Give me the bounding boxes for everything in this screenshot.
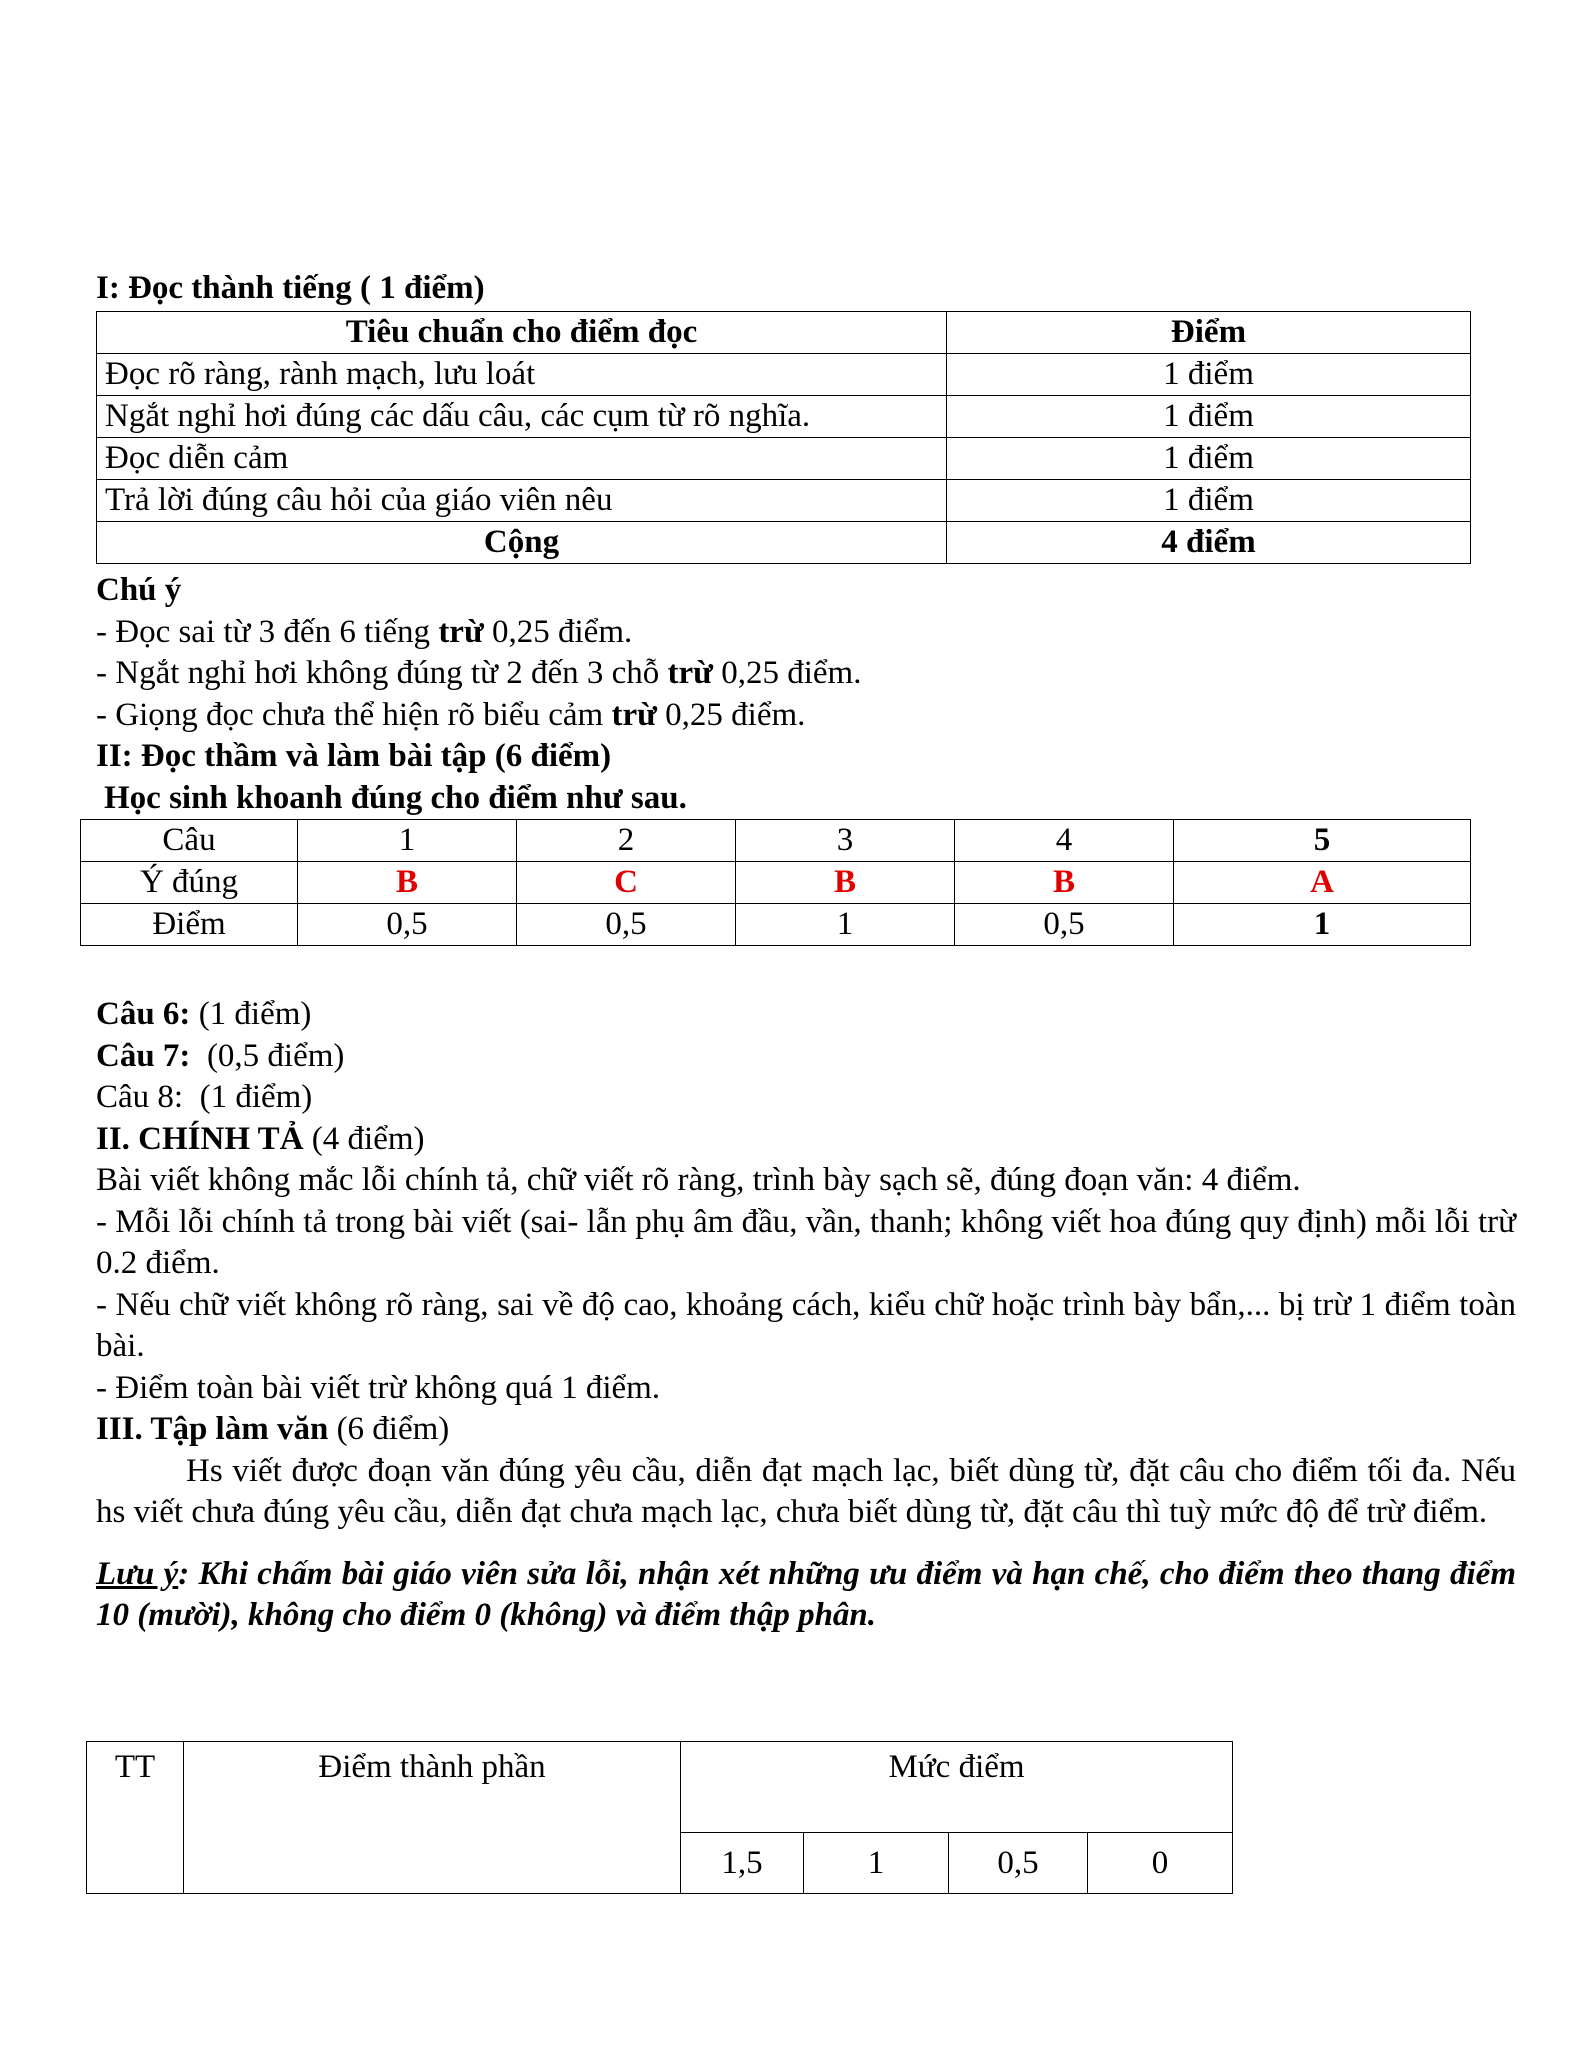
question-number: 5 [1174,820,1471,862]
question-number: 3 [736,820,955,862]
table-row [97,396,1471,438]
section-points: (4 điểm) [303,1120,425,1157]
section-title: III. Tập làm văn [96,1411,329,1447]
table-row [97,438,1471,480]
question-7 [96,1036,1516,1078]
section-points: (6 điểm) [328,1411,450,1447]
note-text: - Đọc sai từ 3 đến 6 tiếng [96,613,439,650]
spelling-line: - Mỗi lỗi chính tả trong bài viết (sai- lẫn phụ âm đầu, vần, thanh; không viết hoa đúng quy định) mỗi lỗi trừ 0.2 điểm. [96,1203,1516,1281]
answer-key-table [80,819,1471,946]
table-row [97,480,1471,522]
row-label: Ý đúng [81,862,298,904]
header-score: Điểm [947,312,1471,354]
points-cell: 0,5 [517,904,736,946]
grading-note [96,1554,1516,1637]
section-silent-reading-title: II: Đọc thầm và làm bài tập (6 điểm) [96,738,612,774]
section-title: II. CHÍNH TẢ [96,1120,304,1157]
note-text: 0,25 điểm. [483,613,633,650]
section-silent-reading-subtitle: Học sinh khoanh đúng cho điểm như sau. [104,779,687,816]
header-tt: TT [87,1742,184,1894]
question-number: 4 [955,820,1174,862]
note-text: - Giọng đọc chưa thể hiện rõ biểu cảm [96,696,612,733]
header-criteria: Tiêu chuẩn cho điểm đọc [97,312,947,354]
score-cell: 1 điểm [947,438,1471,480]
section-spelling-title [96,1119,1516,1161]
question-label: Câu 6: [96,996,191,1032]
points-cell: 1 [1174,904,1471,946]
answer-cell: B [955,862,1174,904]
note-bold: trừ [667,655,713,691]
answer-cell: A [1174,862,1471,904]
level-cell: 0,5 [949,1833,1088,1894]
table-row [81,820,1471,862]
row-label: Điểm [81,904,298,946]
answer-cell: B [298,862,517,904]
table-header-row [97,312,1471,354]
question-6 [96,994,1516,1036]
score-cell: 1 điểm [947,354,1471,396]
note-text: : Khi chấm bài giáo viên sửa lỗi, nhận xét những ưu điểm và hạn chế, cho điểm theo thang điểm 10 (mười), không cho điểm 0 (không) và điểm thập phân. [96,1555,1516,1633]
note-text: - Ngắt nghỉ hơi không đúng từ 2 đến 3 chỗ [96,655,668,691]
score-cell: 1 điểm [947,480,1471,522]
total-row [97,522,1471,564]
points-cell: 0,5 [955,904,1174,946]
question-label: Câu 7: [96,1037,191,1074]
total-score: 4 điểm [947,522,1471,564]
section-reading-aloud-title: I: Đọc thành tiếng ( 1 điểm) [96,270,485,306]
note-bold: trừ [611,696,657,733]
level-cell: 0 [1088,1833,1233,1894]
criteria-cell: Ngắt nghỉ hơi đúng các dấu câu, các cụm từ rõ nghĩa. [97,396,947,438]
score-cell: 1 điểm [947,396,1471,438]
table-row [81,862,1471,904]
table-row [81,904,1471,946]
total-label: Cộng [97,522,947,564]
level-cell: 1 [804,1833,949,1894]
spelling-line: - Điểm toàn bài viết trừ không quá 1 điểm. [96,1369,661,1406]
note-text: 0,25 điểm. [712,655,862,691]
grading-guide-body [96,994,1516,1637]
points-cell: 1 [736,904,955,946]
points-cell: 0,5 [298,904,517,946]
note-bold: trừ [438,613,484,650]
table-row [97,354,1471,396]
note-label: Lưu ý [96,1555,179,1592]
row-label: Câu [81,820,298,862]
reading-notes [96,570,1516,819]
note-text: 0,25 điểm. [656,696,806,733]
criteria-cell: Đọc diễn cảm [97,438,947,480]
note-line [96,612,1516,654]
section-composition-title [96,1409,1516,1451]
question-points: (1 điểm) [190,996,312,1032]
question-number: 2 [517,820,736,862]
answer-cell: B [736,862,955,904]
criteria-cell: Trả lời đúng câu hỏi của giáo viên nêu [97,480,947,522]
component-score-table [86,1741,1233,1894]
header-component: Điểm thành phần [184,1742,681,1894]
answer-cell: C [517,862,736,904]
spelling-line: - Nếu chữ viết không rõ ràng, sai về độ cao, khoảng cách, kiểu chữ hoặc trình bày bẩn,... bị trừ 1 điểm toàn bài. [96,1286,1516,1364]
reading-criteria-table [96,311,1471,564]
spelling-line: Bài viết không mắc lỗi chính tả, chữ viết rõ ràng, trình bày sạch sẽ, đúng đoạn văn: 4 điểm. [96,1162,1301,1198]
table-header-row [87,1742,1233,1833]
note-line [96,695,1516,737]
note-line [96,653,1516,695]
level-cell: 1,5 [681,1833,804,1894]
criteria-cell: Đọc rõ ràng, rành mạch, lưu loát [97,354,947,396]
question-8: Câu 8: (1 điểm) [96,1079,313,1115]
composition-paragraph: Hs viết được đoạn văn đúng yêu cầu, diễn đạt mạch lạc, biết dùng từ, đặt câu cho điểm tối đa. Nếu hs viết chưa đúng yêu cầu, diễn đạt chưa mạch lạc, chưa biết dùng từ, đặt câu thì tuỳ mức độ để trừ điểm. [96,1452,1516,1530]
question-number: 1 [298,820,517,862]
question-points: (0,5 điểm) [190,1037,345,1074]
header-level: Mức điểm [681,1742,1233,1833]
note-title: Chú ý [96,572,182,608]
